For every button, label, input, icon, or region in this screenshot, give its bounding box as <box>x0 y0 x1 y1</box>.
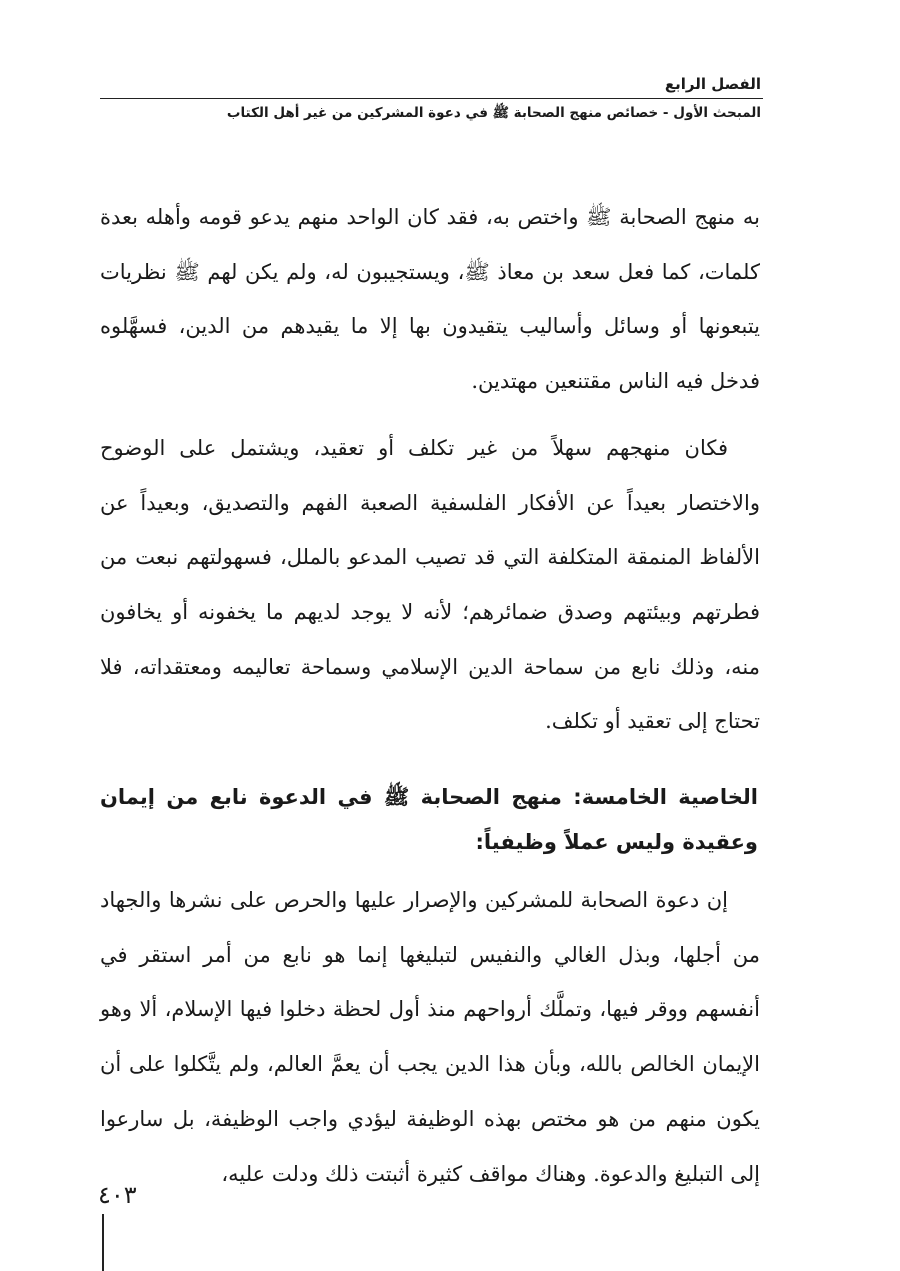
section-heading: الخاصية الخامسة: منهج الصحابة ﷺ في الدعوة نابع من إيمان وعقيدة وليس عملاً وظيفياً: <box>100 785 758 855</box>
page-number: ٤٠٣ <box>98 1181 137 1209</box>
section-title: المبحث الأول - خصائص منهج الصحابة ﷺ في دعوة المشركين من غير أهل الكتاب <box>226 105 761 121</box>
page-footer <box>100 1180 137 1271</box>
paragraph-3: إن دعوة الصحابة للمشركين والإصرار عليها والحرص على نشرها والجهاد من أجلها، وبذل الغالي والنفيس لتبليغها إنما هو نابع من أمر استقر في أنفسهم ووقر فيها، وتملَّك أرواحهم منذ أول لحظة دخلوا فيها الإسلام، ألا وهو الإيمان الخالص بالله، وبأن هذا الدين يجب أن يعمَّ العالم، ولم يتَّكلوا على أن يكون منهم من هو مختص بهذه الوظيفة ليؤدي واجب الوظيفة، بل سارعوا إلى التبليغ والدعوة. وهناك مواقف كثيرة أثبتت ذلك ودلت عليه، <box>100 888 760 1186</box>
footer-divider <box>102 1214 104 1271</box>
chapter-title: الفصل الرابع <box>664 75 761 93</box>
page-body <box>100 190 760 1201</box>
paragraph-1: به منهج الصحابة ﷺ واختص به، فقد كان الواحد منهم يدعو قومه وأهله بعدة كلمات، كما فعل سعد بن معاذ ﷺ، ويستجيبون له، ولم يكن لهم ﷺ نظريات يتبعونها أو وسائل وأساليب يتقيدون بها إلا ما يقيدهم من الدين، فسهَّلوه فدخل فيه الناس مقتنعين مهتدين. <box>100 205 760 394</box>
page-header <box>100 72 763 127</box>
paragraph-2: فكان منهجهم سهلاً من غير تكلف أو تعقيد، ويشتمل على الوضوح والاختصار بعيداً عن الأفكار الفلسفية الصعبة الفهم والتصديق، وبعيداً عن الألفاظ المنمقة المتكلفة التي قد تصيب المدعو بالملل، فسهولتهم نبعت من فطرتهم وبيئتهم وصدق ضمائرهم؛ لأنه لا يوجد لديهم ما يخفونه أو يخافون منه، وذلك نابع من سماحة الدين الإسلامي وسماحة تعاليمه ومعتقداته، فلا تحتاج إلى تعقيد أو تكلف. <box>100 435 760 734</box>
